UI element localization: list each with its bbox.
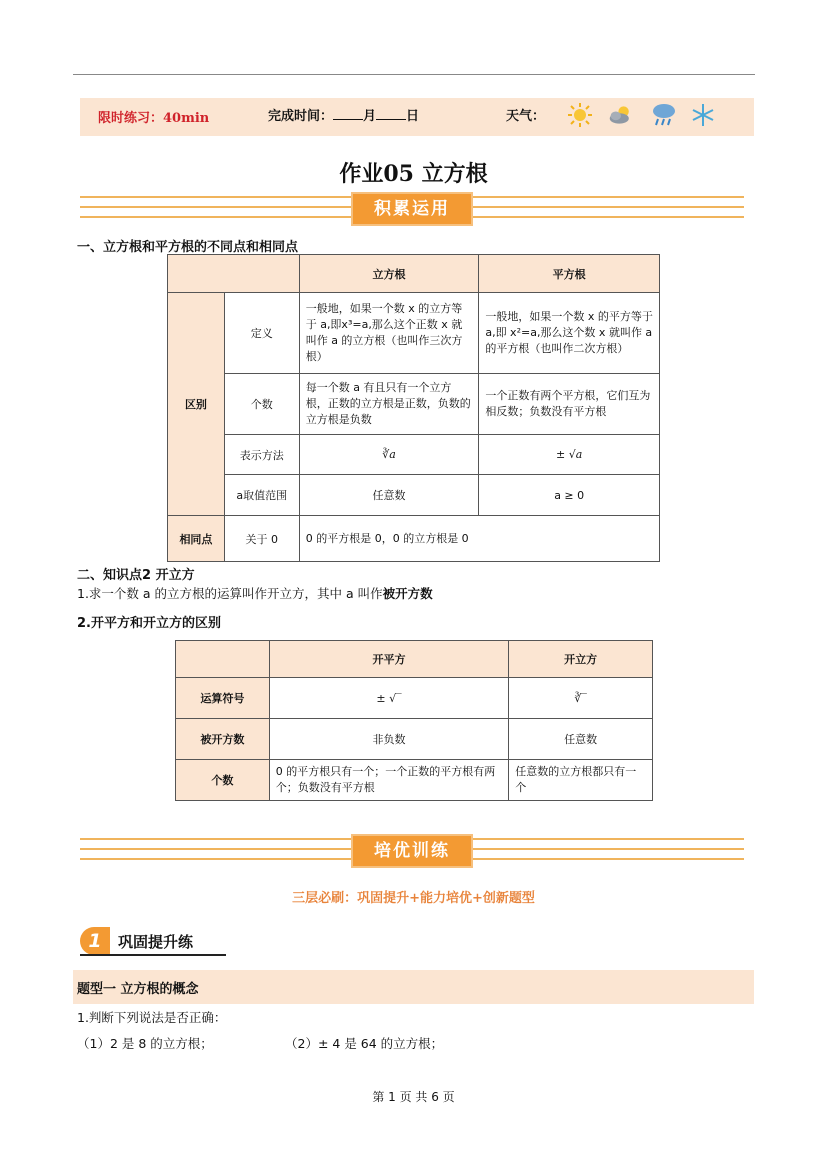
row-label: 关于 0 [224, 516, 299, 562]
cell-cube-symbol: ∛‾ [509, 678, 653, 719]
page-title: 作业05 立方根 [339, 161, 488, 187]
month-blank[interactable] [333, 107, 363, 120]
top-rule [73, 74, 755, 75]
col-cube: 开立方 [509, 641, 653, 678]
question-type: 题型一 立方根的概念 [77, 982, 199, 997]
day-blank[interactable] [376, 107, 406, 120]
row-label: 个数 [176, 760, 270, 801]
month-label: 月 [363, 109, 377, 124]
col-cube-root: 立方根 [299, 255, 479, 293]
cell-square-count: 0 的平方根只有一个；一个正数的平方根有两个；负数没有平方根 [269, 760, 508, 801]
snow-icon[interactable] [690, 102, 716, 128]
section2-item2: 2.开平方和开立方的区别 [77, 616, 221, 631]
time-limit: 限时练习：40min [98, 111, 210, 126]
banner-accumulate [80, 190, 744, 230]
question-type-bar [73, 970, 754, 1004]
item1-bold: 被开方数 [382, 586, 433, 601]
col-square: 开平方 [269, 641, 508, 678]
cell-square-radicand: 非负数 [269, 719, 508, 760]
subtitle: 三层必刷：巩固提升+能力培优+创新题型 [292, 891, 535, 906]
badge-number: 1 [80, 927, 110, 955]
rain-icon[interactable] [651, 102, 677, 128]
level-badge [80, 927, 230, 955]
day-label: 日 [406, 109, 420, 124]
partly-cloudy-icon[interactable] [608, 102, 634, 128]
header-bar [80, 98, 754, 136]
compare-table [167, 254, 660, 562]
row-label: 定义 [224, 293, 299, 374]
cell-cube-count: 每一个数 a 有且只有一个立方根，正数的立方根是正数，负数的立方根是负数 [299, 374, 479, 435]
cell-same-text: 0 的平方根是 0，0 的立方根是 0 [299, 516, 659, 562]
cell-square-notation: ± √a [479, 435, 660, 475]
banner-label: 培优训练 [351, 834, 473, 868]
item1-text: 1.求一个数 a 的立方根的运算叫作开立方，其中 a 叫作 [77, 586, 383, 601]
cell-square-symbol: ± √‾ [269, 678, 508, 719]
page-footer: 第 1 页 共 6 页 [372, 1090, 455, 1104]
question-1a: （1）2 是 8 的立方根； [77, 1036, 213, 1051]
cell-cube-notation: ∛a [299, 435, 479, 475]
cell-cube-range: 任意数 [299, 475, 479, 516]
diff-label: 区别 [168, 293, 225, 516]
cell-cube-definition: 一般地，如果一个数 x 的立方等于 a,即x³=a,那么这个正数 x 就叫作 a 的立方根（也叫作三次方根） [299, 293, 479, 374]
row-label: a取值范围 [224, 475, 299, 516]
finish-time-label: 完成时间： [268, 109, 334, 124]
operation-table [175, 640, 653, 801]
section1-heading: 一、立方根和平方根的不同点和相同点 [77, 240, 299, 255]
cell-square-count: 一个正数有两个平方根，它们互为相反数；负数没有平方根 [479, 374, 660, 435]
cell-square-definition: 一般地，如果一个数 x 的平方等于 a,即 x²=a,那么这个数 x 就叫作 a 的平方根（也叫作二次方根） [479, 293, 660, 374]
section2-heading: 二、知识点2 开立方 [77, 568, 195, 583]
banner-training [80, 832, 744, 872]
finish-time [268, 105, 419, 124]
row-label: 运算符号 [176, 678, 270, 719]
banner-label: 积累运用 [351, 192, 473, 226]
row-label: 个数 [224, 374, 299, 435]
col-square-root: 平方根 [479, 255, 660, 293]
cell-square-range: a ≥ 0 [479, 475, 660, 516]
row-label: 被开方数 [176, 719, 270, 760]
cell-cube-count: 任意数的立方根都只有一个 [509, 760, 653, 801]
sun-icon[interactable] [567, 102, 593, 128]
blank-header [176, 641, 270, 678]
row-label: 表示方法 [224, 435, 299, 475]
cell-cube-radicand: 任意数 [509, 719, 653, 760]
weather-label: 天气： [506, 109, 546, 124]
badge-text: 巩固提升练 [118, 933, 194, 951]
question-1b: （2）± 4 是 64 的立方根； [285, 1036, 444, 1051]
same-label: 相同点 [168, 516, 225, 562]
blank-header [168, 255, 300, 293]
section2-item1 [77, 584, 433, 602]
question-1: 1.判断下列说法是否正确： [77, 1010, 227, 1025]
